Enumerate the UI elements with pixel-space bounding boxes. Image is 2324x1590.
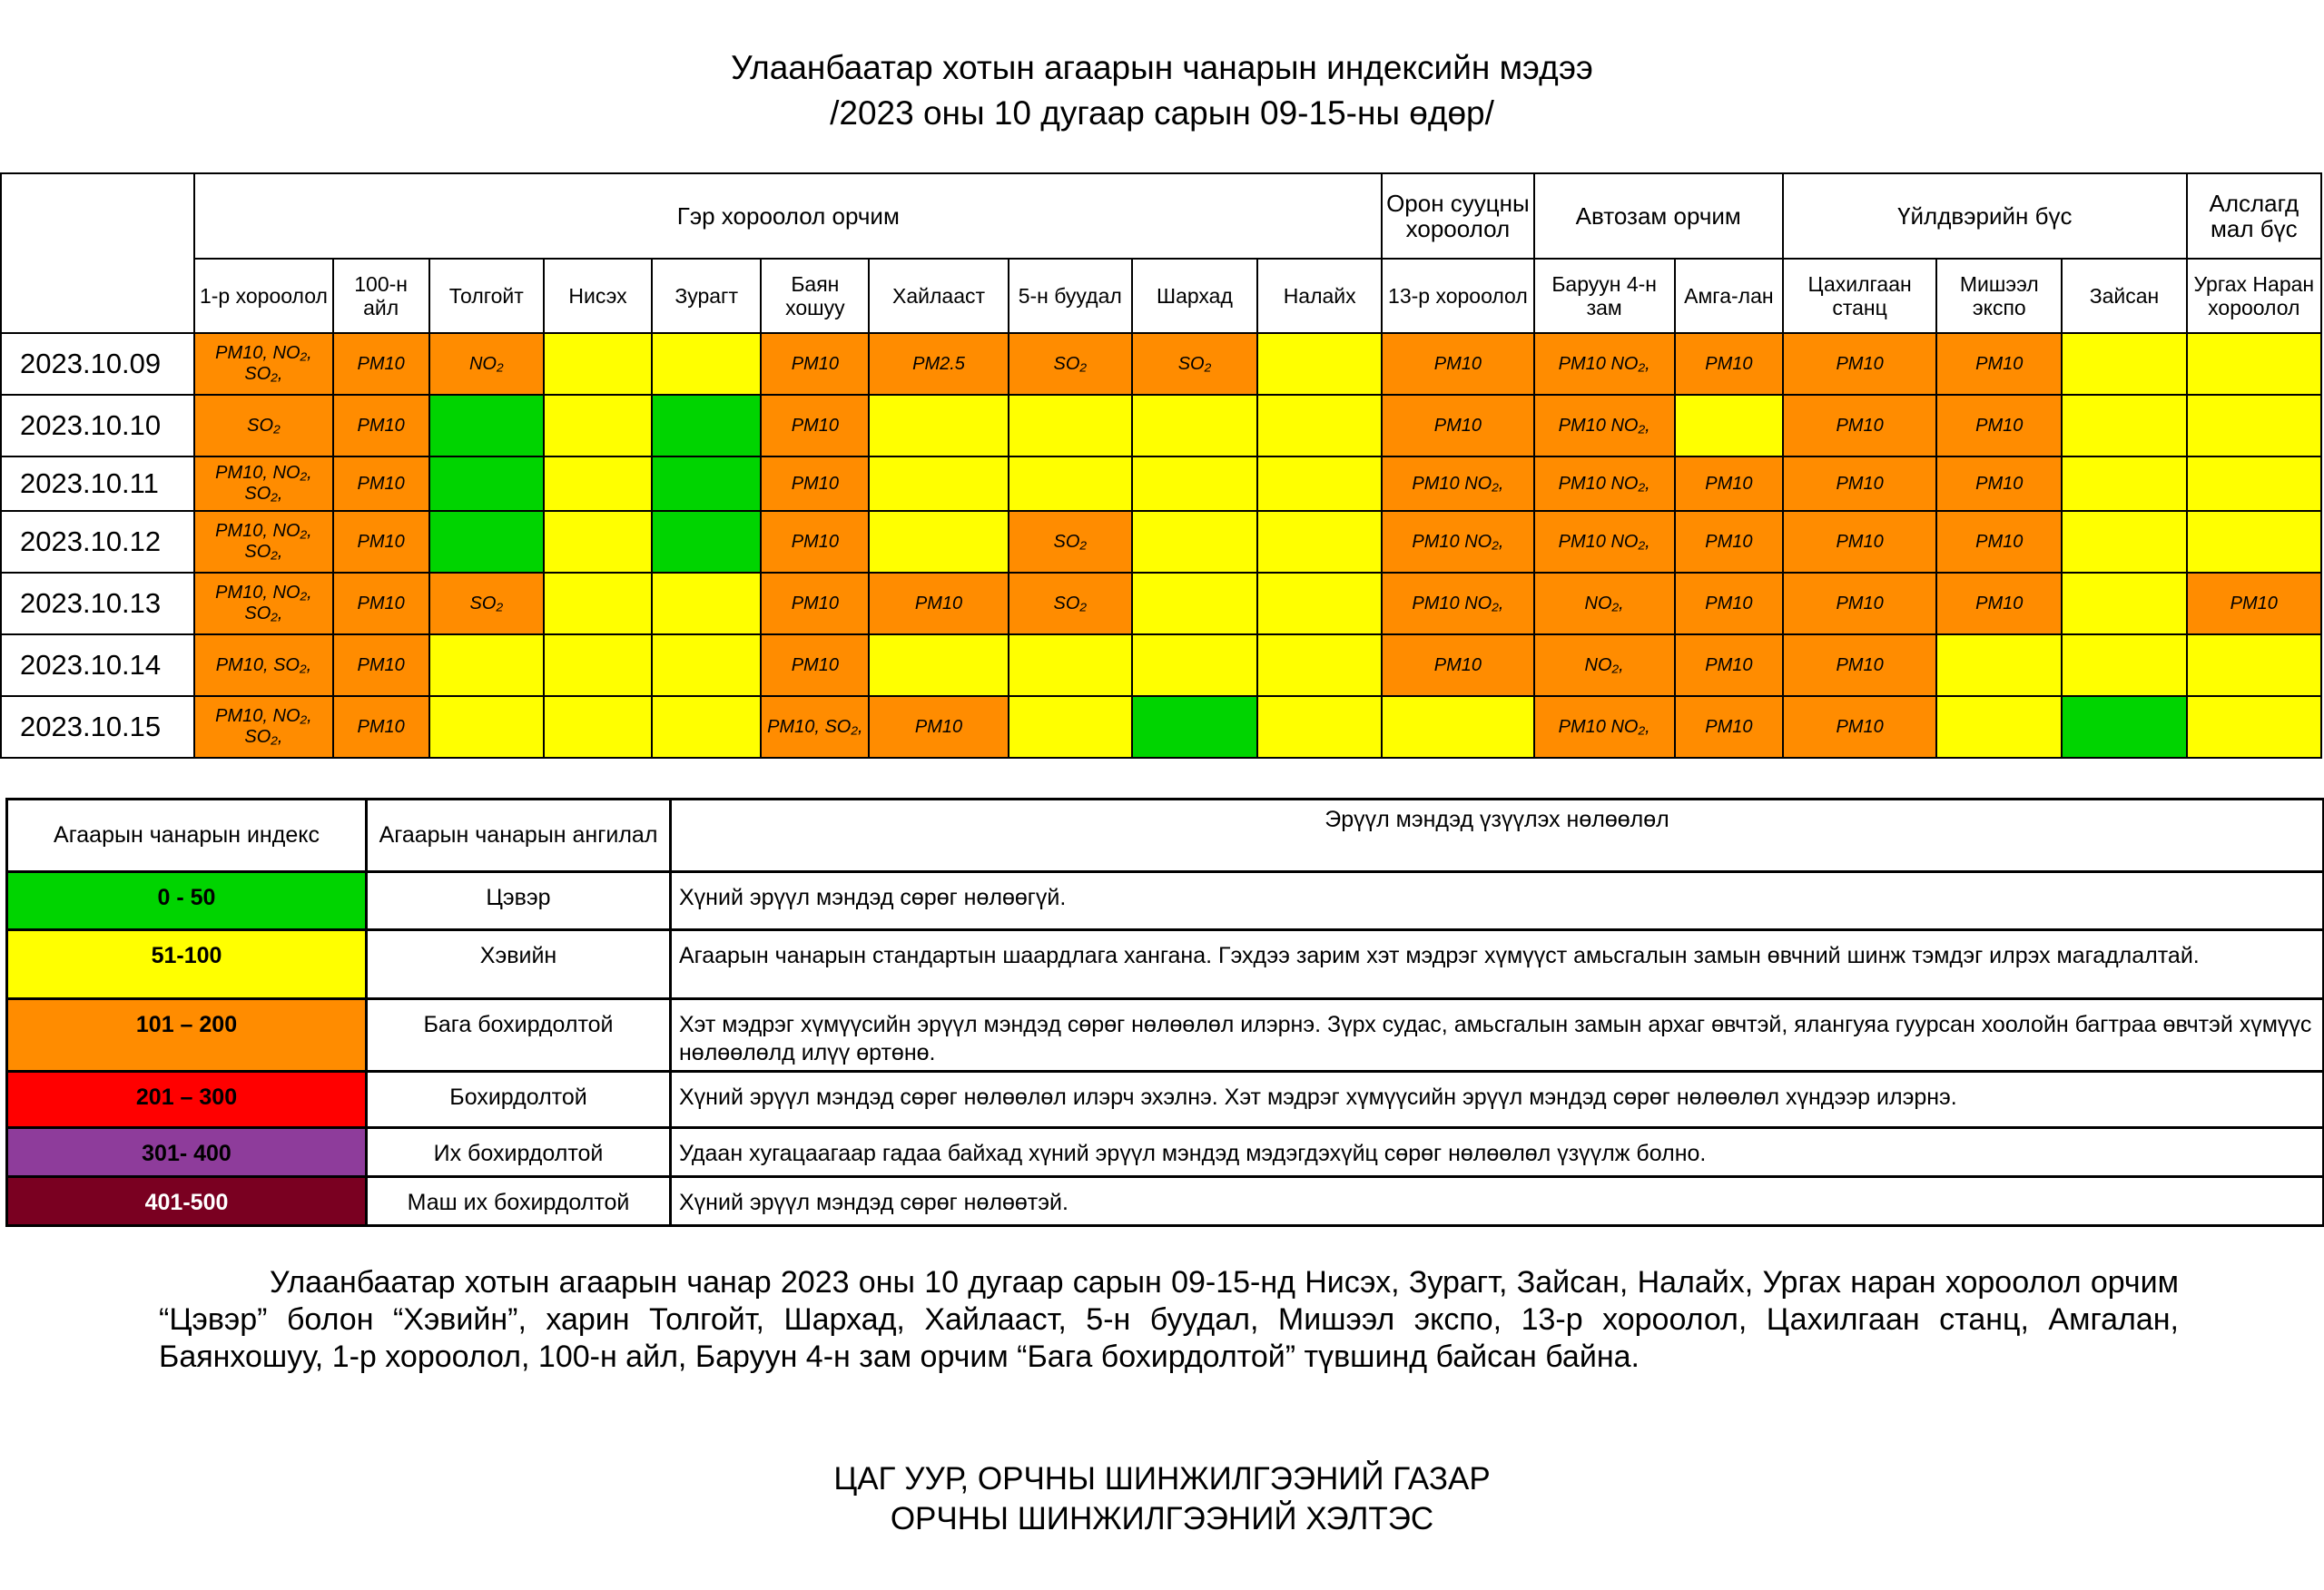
aqi-cell [544,573,652,634]
aqi-legend-table [5,798,2324,1227]
aqi-cell: PM10 [869,573,1008,634]
aqi-cell [2062,634,2186,696]
aqi-cell: PM10 [333,634,429,696]
aqi-cell: PM10 [1675,333,1783,395]
aqi-cell [652,395,761,456]
legend-row [7,1177,2324,1226]
aqi-cell [544,395,652,456]
legend-row [7,999,2324,1072]
legend-category: Цэвэр [367,872,671,930]
aqi-cell [1132,634,1257,696]
aqi-cell: PM10, NO₂, SO₂, [194,456,332,511]
aqi-cell: PM10 [1675,696,1783,758]
aqi-cell: PM10 [2187,573,2321,634]
aqi-cell [1132,456,1257,511]
legend-description: Хүний эрүүл мэндэд сөрөг нөлөөтэй. [671,1177,2324,1226]
day-row [1,573,2321,634]
aqi-cell: PM10 NO₂, [1382,573,1533,634]
aqi-cell [869,634,1008,696]
aqi-cell: PM10 [1675,573,1783,634]
legend-category: Маш их бохирдолтой [367,1177,671,1226]
group-header: Орон сууцны хороолол [1382,173,1533,259]
aqi-cell: PM10, SO₂, [194,634,332,696]
aqi-cell [2187,395,2321,456]
aqi-cell [429,511,544,573]
aqi-cell [429,395,544,456]
group-header: Үйлдвэрийн бүс [1783,173,2187,259]
legend-description: Хүний эрүүл мэндэд сөрөг нөлөөгүй. [671,872,2324,930]
aqi-cell [429,456,544,511]
aqi-cell [652,456,761,511]
aqi-cell: PM10 [869,696,1008,758]
legend-header-category: Агаарын чанарын ангилал [367,800,671,872]
aqi-cell [1257,456,1382,511]
aqi-cell [2062,456,2186,511]
aqi-cell [1132,395,1257,456]
aqi-cell: SO₂ [429,573,544,634]
aqi-cell: PM10 [1675,456,1783,511]
station-header: 100-н айл [333,259,429,333]
aqi-cell [652,696,761,758]
aqi-cell: PM10 [333,456,429,511]
day-row [1,333,2321,395]
aqi-cell [544,333,652,395]
group-header: Автозам орчим [1534,173,1783,259]
corner-cell [1,173,194,333]
aqi-cell [429,634,544,696]
date-cell: 2023.10.13 [1,573,194,634]
aqi-cell [869,395,1008,456]
station-header: 5-н буудал [1009,259,1132,333]
aqi-cell [2062,511,2186,573]
aqi-cell [1132,696,1257,758]
station-header: Ургах Наран хороолол [2187,259,2321,333]
aqi-cell [2187,634,2321,696]
aqi-cell [869,511,1008,573]
station-header: Зурагт [652,259,761,333]
aqi-cell [2187,456,2321,511]
aqi-cell: PM10 NO₂, [1534,511,1675,573]
aqi-cell [869,456,1008,511]
aqi-cell: PM10 [1783,333,1936,395]
legend-range: 0 - 50 [7,872,367,930]
legend-range: 401-500 [7,1177,367,1226]
aqi-cell: PM10 [761,634,869,696]
aqi-cell: PM10 [1783,634,1936,696]
legend-category: Хэвийн [367,930,671,999]
aqi-cell: PM10 [1382,333,1533,395]
aqi-cell: PM10 [1936,573,2062,634]
aqi-cell [652,634,761,696]
station-header: 1-р хороолол [194,259,332,333]
aqi-cell [1009,456,1132,511]
aqi-cell [2062,395,2186,456]
date-cell: 2023.10.12 [1,511,194,573]
aqi-cell [1382,696,1533,758]
station-header: Цахилгаан станц [1783,259,1936,333]
station-header: Шархад [1132,259,1257,333]
station-header: Амга-лан [1675,259,1783,333]
day-row [1,511,2321,573]
aqi-cell: PM10 [1783,573,1936,634]
legend-row [7,930,2324,999]
aqi-cell: PM10 NO₂, [1382,456,1533,511]
title-line-2: /2023 оны 10 дугаар сарын 09-15-ны өдөр/ [830,94,1494,132]
footer-line-2: ОРЧНЫ ШИНЖИЛГЭЭНИЙ ХЭЛТЭС [890,1501,1434,1536]
aqi-cell: SO₂ [1009,511,1132,573]
aqi-cell: PM10, NO₂, SO₂, [194,573,332,634]
date-cell: 2023.10.14 [1,634,194,696]
day-row [1,696,2321,758]
aqi-cell [1936,696,2062,758]
station-header: Зайсан [2062,259,2186,333]
aqi-cell [2062,333,2186,395]
day-row [1,634,2321,696]
station-header: Баруун 4-н зам [1534,259,1675,333]
aqi-table [0,172,2322,759]
aqi-cell: PM10 [761,573,869,634]
footer-signature [0,1459,2324,1539]
title-line-1: Улаанбаатар хотын агаарын чанарын индексийн мэдээ [731,49,1593,86]
aqi-cell [2187,511,2321,573]
aqi-cell: PM10, NO₂, SO₂, [194,333,332,395]
aqi-cell: PM10 NO₂, [1534,395,1675,456]
aqi-cell: PM10, NO₂, SO₂, [194,696,332,758]
aqi-cell: PM10 [1936,511,2062,573]
aqi-cell [652,573,761,634]
aqi-cell [429,696,544,758]
aqi-cell: PM10 [1783,395,1936,456]
legend-row [7,1128,2324,1177]
aqi-cell: PM10 NO₂, [1534,696,1675,758]
aqi-cell: NO₂ [429,333,544,395]
aqi-cell: PM10 NO₂, [1534,456,1675,511]
aqi-cell [1009,696,1132,758]
aqi-cell: PM10 NO₂, [1382,511,1533,573]
aqi-cell: PM10 [333,511,429,573]
footer-line-1: ЦАГ УУР, ОРЧНЫ ШИНЖИЛГЭЭНИЙ ГАЗАР [833,1461,1491,1497]
aqi-cell [1257,634,1382,696]
legend-header-index: Агаарын чанарын индекс [7,800,367,872]
aqi-cell [1257,573,1382,634]
aqi-cell [1009,634,1132,696]
aqi-cell: PM10 [761,456,869,511]
aqi-cell: PM10 [333,696,429,758]
aqi-cell [544,696,652,758]
group-header: Гэр хороолол орчим [194,173,1382,259]
station-header: Баян хошуу [761,259,869,333]
station-header: Толгойт [429,259,544,333]
summary-paragraph: Улаанбаатар хотын агаарын чанар 2023 оны 10 дугаар сарын 09-15-нд Нисэх, Зурагт, Зайсан, Налайх, Ургах наран хороолол орчим “Цэвэр” болон “Хэвийн”, харин Толгойт, Шархад, Хайлааст, 5-н буудал, Мишээл экспо, 13-р хороолол, Цахилгаан станц, Амгалан, Баянхошуу, 1-р хороолол, 100-н айл, Баруун 4-н зам орчим “Бага бохирдолтой” түвшинд байсан байна. [159,1265,2179,1374]
aqi-cell [1257,511,1382,573]
legend-category: Бага бохирдолтой [367,999,671,1072]
aqi-cell: PM10 [333,573,429,634]
aqi-cell: SO₂ [1132,333,1257,395]
aqi-cell: PM10 [1783,696,1936,758]
aqi-cell [1936,634,2062,696]
date-cell: 2023.10.10 [1,395,194,456]
legend-header-effect: Эрүүл мэндэд үзүүлэх нөлөөлөл [671,800,2324,872]
aqi-cell: NO₂, [1534,634,1675,696]
legend-range: 51-100 [7,930,367,999]
aqi-cell: PM10 [1783,456,1936,511]
aqi-cell [544,456,652,511]
aqi-cell: NO₂, [1534,573,1675,634]
aqi-cell [1132,511,1257,573]
aqi-cell: PM10 [761,511,869,573]
aqi-cell: PM10 [761,333,869,395]
date-cell: 2023.10.09 [1,333,194,395]
aqi-cell [1257,333,1382,395]
station-header: Налайх [1257,259,1382,333]
day-row [1,456,2321,511]
date-cell: 2023.10.15 [1,696,194,758]
aqi-cell [2062,573,2186,634]
aqi-cell [544,634,652,696]
aqi-cell: PM10 [1936,333,2062,395]
aqi-cell: PM10 NO₂, [1534,333,1675,395]
legend-category: Бохирдолтой [367,1072,671,1128]
aqi-cell [1675,395,1783,456]
station-header: Нисэх [544,259,652,333]
aqi-cell: SO₂ [1009,333,1132,395]
station-header: Хайлааст [869,259,1008,333]
aqi-cell [544,511,652,573]
aqi-cell [1257,696,1382,758]
station-header: 13-р хороолол [1382,259,1533,333]
aqi-cell: PM10 [1783,511,1936,573]
aqi-cell: PM10, NO₂, SO₂, [194,511,332,573]
aqi-cell [1257,395,1382,456]
aqi-cell: PM10 [1936,456,2062,511]
aqi-cell [2187,333,2321,395]
legend-description: Хүний эрүүл мэндэд сөрөг нөлөөлөл илэрч эхэлнэ. Хэт мэдрэг хүмүүсийн эрүүл мэндэд сөрөг нөлөөлөл хүндээр илэрнэ. [671,1072,2324,1128]
aqi-cell: PM10 [1675,511,1783,573]
report-title [0,45,2324,136]
day-row [1,395,2321,456]
aqi-cell [652,511,761,573]
group-header: Алслагд мал бүс [2187,173,2321,259]
aqi-cell: PM2.5 [869,333,1008,395]
legend-range: 301- 400 [7,1128,367,1177]
aqi-cell: PM10 [761,395,869,456]
aqi-cell [2187,696,2321,758]
date-cell: 2023.10.11 [1,456,194,511]
aqi-cell: PM10, SO₂, [761,696,869,758]
legend-description: Агаарын чанарын стандартын шаардлага хангана. Гэхдээ зарим хэт мэдрэг хүмүүст амьсгалын замын өвчний шинж тэмдэг илрэх магадлалтай. [671,930,2324,999]
aqi-cell: PM10 [1675,634,1783,696]
aqi-cell: SO₂ [194,395,332,456]
aqi-cell: SO₂ [1009,573,1132,634]
legend-description: Хэт мэдрэг хүмүүсийн эрүүл мэндэд сөрөг нөлөөлөл илэрнэ. Зүрх судас, амьсгалын замын архаг өвчтэй, ялангуяа гуурсан хоолойн багтраа өвчтэй хүмүүс нөлөөлөлд илүү өртөнө. [671,999,2324,1072]
aqi-cell [1009,395,1132,456]
aqi-cell: PM10 [333,333,429,395]
aqi-cell: PM10 [1382,395,1533,456]
legend-range: 101 – 200 [7,999,367,1072]
aqi-cell [2062,696,2186,758]
aqi-cell: PM10 [1936,395,2062,456]
legend-row [7,1072,2324,1128]
legend-category: Их бохирдолтой [367,1128,671,1177]
aqi-cell: PM10 [1382,634,1533,696]
station-header: Мишээл экспо [1936,259,2062,333]
aqi-cell [652,333,761,395]
legend-description: Удаан хугацаагаар гадаа байхад хүний эрүүл мэндэд мэдэгдэхүйц сөрөг нөлөөлөл үзүүлж болно. [671,1128,2324,1177]
legend-row [7,872,2324,930]
legend-range: 201 – 300 [7,1072,367,1128]
aqi-cell [1132,573,1257,634]
aqi-cell: PM10 [333,395,429,456]
